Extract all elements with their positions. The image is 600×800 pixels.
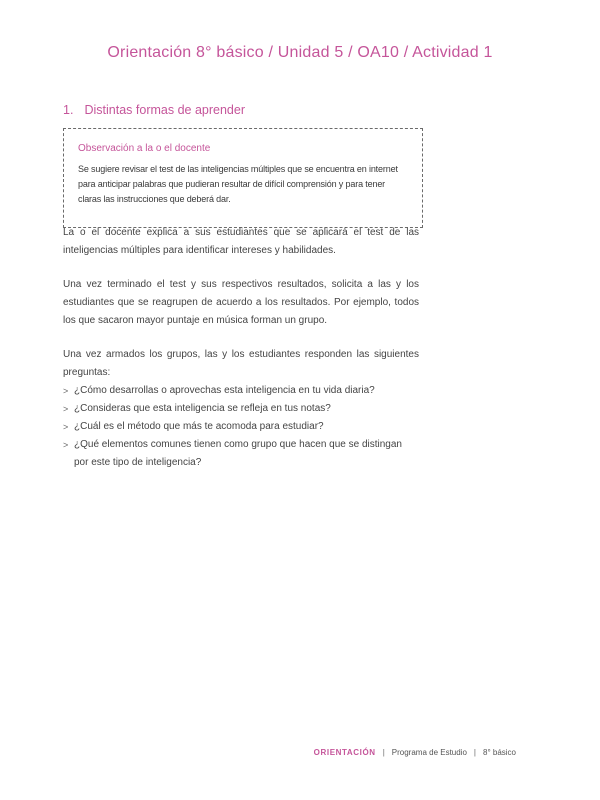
chevron-right-icon: > bbox=[63, 440, 69, 450]
page-title: Orientación 8° básico / Unidad 5 / OA10 / Actividad 1 bbox=[107, 44, 493, 61]
question-text: ¿Consideras que esta inteligencia se refleja en tus notas? bbox=[74, 403, 331, 414]
footer-program: Programa de Estudio bbox=[391, 748, 467, 757]
body-paragraph: La o el docente explica a sus estudiantes que se aplicará el test de las inteligencias múltiples para identificar intereses y habilidades. bbox=[63, 227, 419, 256]
list-item bbox=[63, 382, 419, 400]
footer-subject: ORIENTACIÓN bbox=[313, 748, 376, 757]
list-item bbox=[63, 400, 419, 418]
teacher-note-line: para anticipar palabras que pudieran resultar de difícil comprensión y para tener bbox=[78, 179, 386, 189]
teacher-note-line: Se sugiere revisar el test de las inteligencias múltiples que se encuentra en internet bbox=[78, 164, 398, 174]
footer-separator: | bbox=[473, 748, 476, 757]
teacher-note-title: Observación a la o el docente bbox=[78, 143, 211, 154]
teacher-note-line: claras las instrucciones que deberá dar. bbox=[78, 194, 231, 204]
question-text: ¿Qué elementos comunes tienen como grupo que hacen que se distingan por este tipo de inteligencia? bbox=[74, 439, 402, 468]
footer-separator: | bbox=[382, 748, 385, 757]
chevron-right-icon: > bbox=[63, 404, 69, 414]
list-item bbox=[63, 418, 419, 436]
activity-content bbox=[63, 224, 419, 472]
list-item bbox=[63, 436, 419, 472]
footer-grade: 8° básico bbox=[483, 748, 516, 757]
body-paragraph: Una vez terminado el test y sus respectivos resultados, solicita a las y los estudiantes que se reagrupen de acuerdo a los resultados. Por ejemplo, todos los que sacaron mayor puntaje en música forman un grupo. bbox=[63, 279, 419, 326]
question-text: ¿Cómo desarrollas o aprovechas esta inteligencia en tu vida diaria? bbox=[74, 385, 375, 396]
section-heading bbox=[63, 103, 245, 117]
question-list bbox=[63, 382, 419, 472]
chevron-right-icon: > bbox=[63, 386, 69, 396]
chevron-right-icon: > bbox=[63, 422, 69, 432]
page-footer bbox=[314, 748, 516, 757]
body-paragraph: Una vez armados los grupos, las y los estudiantes responden las siguientes preguntas: bbox=[63, 349, 419, 378]
section-number: 1. bbox=[63, 103, 74, 117]
teacher-note-box bbox=[63, 128, 423, 228]
question-text: ¿Cuál es el método que más te acomoda para estudiar? bbox=[74, 421, 324, 432]
section-title: Distintas formas de aprender bbox=[84, 103, 245, 117]
teacher-note-body bbox=[78, 162, 408, 207]
